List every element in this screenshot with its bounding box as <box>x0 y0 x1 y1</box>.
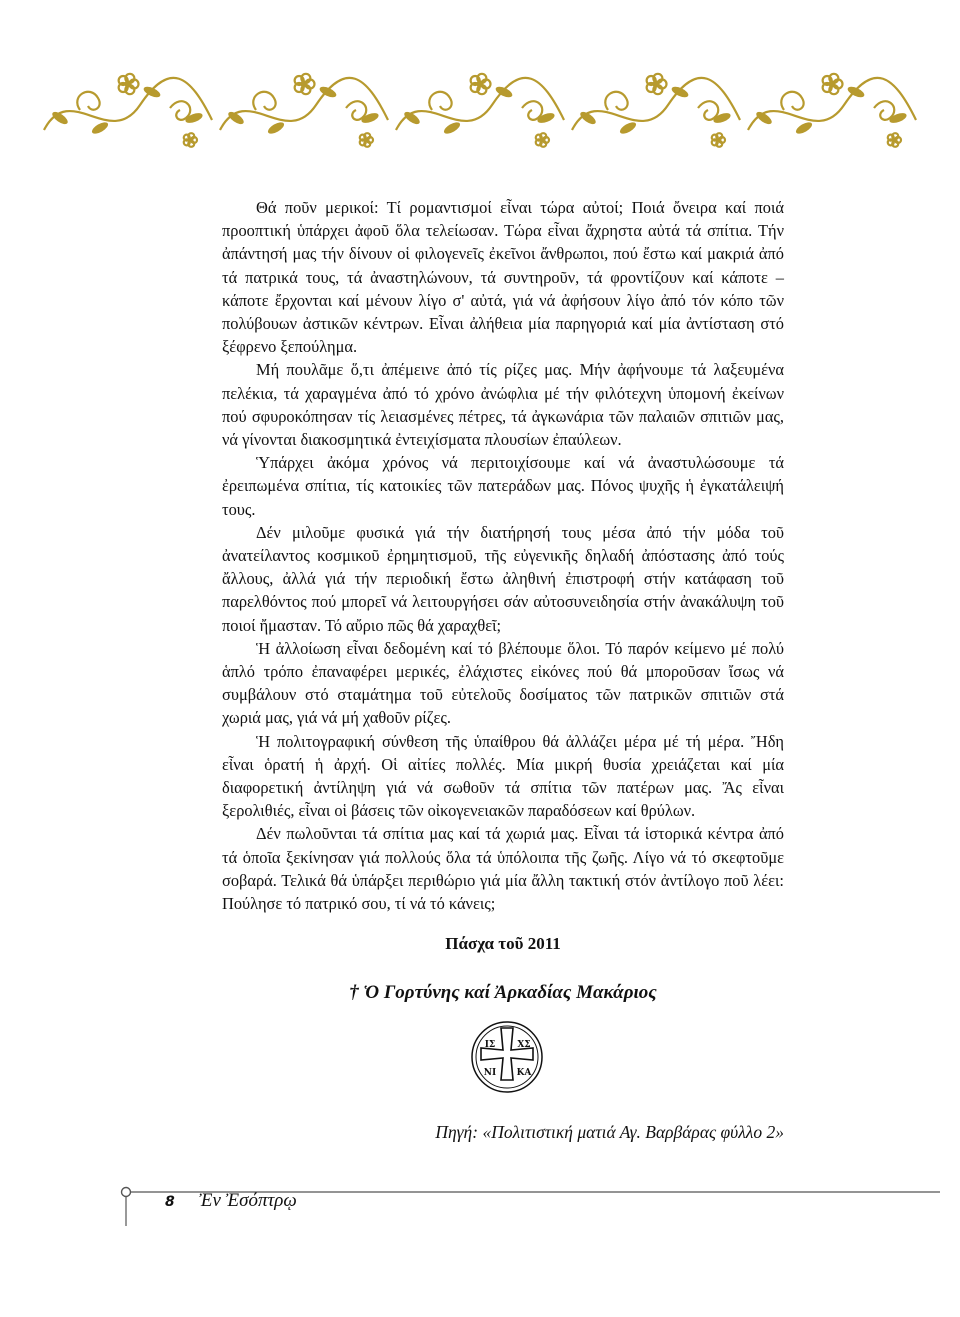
cross-seal-icon <box>470 1020 544 1094</box>
ornament-curl <box>874 101 894 120</box>
ornament-flower-center <box>478 82 483 87</box>
seal-letters-br: ΚΑ <box>516 1068 532 1078</box>
ornament-petal <box>892 133 898 139</box>
ornament-petal <box>716 133 722 139</box>
ornament-flower-center <box>654 82 659 87</box>
page-number: 8 <box>165 1194 175 1210</box>
seal-letters-tl: ΙΣ <box>484 1040 496 1050</box>
ornament-leaf <box>184 111 204 125</box>
ornament-flower-center <box>830 82 835 87</box>
ornament-curl <box>253 92 275 110</box>
ornament-leaf <box>794 120 814 136</box>
seal-letters-bl: ΝΙ <box>483 1068 497 1078</box>
ornament-curl <box>346 101 366 120</box>
ornament-curl <box>698 101 718 120</box>
article-body <box>222 196 784 915</box>
ornament-flower-center <box>302 82 307 87</box>
ornament-leaf <box>266 120 286 136</box>
ornament-leaf <box>618 120 638 136</box>
date-line: Πάσχα τοῦ 2011 <box>445 934 561 953</box>
ornament-curl <box>522 101 542 120</box>
ornament-leaf <box>888 111 908 125</box>
ornament-curl <box>77 92 99 110</box>
ornament-leaf <box>442 120 462 136</box>
ornament-curl <box>170 101 190 120</box>
ornament-petal <box>364 133 370 139</box>
paragraph-6: Ἡ πολιτογραφική σύνθεση τῆς ὑπαίθρου θά ἀλλάζει μέρα μέ τή μέρα. Ἤδη εἶναι ὁρατή ἡ ἀρχή. Οἱ αἰτίες πολλές. Μία μικρή θυσία χρειάζεται καί μία διαφορετική ἀντίληψη γιά νά σωθοῦν τά σπίτια τῶν πατέρων μας. Ἄς εἶναι ξερολιθιές, εἶναι οἱ βάσεις τῶν οἰκογενειακῶν παραδόσεων καί θρύλων. <box>222 731 784 821</box>
ornament-flower-center <box>126 82 131 87</box>
floral-header-ornament <box>40 60 920 170</box>
magazine-title: Ἐν Ἐσόπτρῳ <box>199 1190 297 1211</box>
source-citation: Πηγή: «Πολιτιστική ματιά Αγ. Βαρβάρας φύλλο 2» <box>435 1122 784 1142</box>
paragraph-3: Ὑπάρχει ἀκόμα χρόνος νά περιτοιχίσουμε καί νά ἀναστυλώσουμε τά ἐρειπωμένα σπίτια, τίς κατοικίες τῶν πατεράδων μας. Πόνος ψυχῆς ἡ ἐγκατάλειψή τους. <box>222 453 784 519</box>
paragraph-5: Ἡ ἀλλοίωση εἶναι δεδομένη καί τό βλέπουμε ὅλοι. Τό παρόν κείμενο μέ πολύ ἁπλό τρόπο ἐπαναφέρει μερικές, ἐλάχιστες εἰκόνες πού θά μποροῦσαν ἴσως νά συμβάλουν στό σταμάτημα τοῦ εὐτελοῦς δοσίματος τῶν πατρικῶν σπιτιῶν στά χωριά μας, γιά νά μή χαθοῦν ρίζες. <box>222 638 784 728</box>
paragraph-4: Δέν μιλοῦμε φυσικά γιά τήν διατήρησή τους μέσα ἀπό τήν μόδα τοῦ ἀνατείλαντος κοσμικοῦ ἐρημητισμοῦ, τῆς εὐγενικῆς δηλαδή ἀπόστασης ἀπό τούς ἄλλους, ἀλλά γιά τήν περιοδική ἔστω ἀληθινή ἐπιστροφή στήν κατάφαση τοῦ παρελθόντος πού μπορεῖ νά λειτουργήσει σάν αὐτοσυνειδησία στήν ἀνακάλυψη τοῦ ποιοί ἤμασταν. Τό αὔριο πῶς θά χαραχθεῖ; <box>222 522 784 635</box>
ornament-leaf <box>536 111 556 125</box>
ornament-curl <box>429 92 451 110</box>
ornament-curl <box>605 92 627 110</box>
ornament-leaf <box>712 111 732 125</box>
seal-letters-tr: ΧΣ <box>517 1040 531 1050</box>
bishop-signature: † Ὁ Γορτύνης καί Ἀρκαδίας Μακάριος <box>349 982 657 1003</box>
ornament-petal <box>540 133 546 139</box>
paragraph-1: Θά ποῦν μερικοί: Τί ρομαντισμοί εἶναι τώρα αὐτοί; Ποιά ὄνειρα καί ποιά προοπτική ὑπάρχει ἀφοῦ ὅλα τελείωσαν. Τώρα εἶναι ἄχρηστα αὐτά τά σπίτια. Τήν ἀπάντησή μας τήν δίνουν οἱ φιλογενεῖς ἐκεῖνοι ἄνθρωποι, πού ἔστω καί μακριά ἀπό τά πατρικά τους, τά ἀναστηλώνουν, τά συντηροῦν, τά φροντίζουν καί κάποτε – κάποτε ἔρχονται καί μένουν λίγο σ' αὐτά, γιά νά ἀφήσουν λίγο ἀπό τόν κόπο τῶν πολύβουων ἀστικῶν κέντρων. Εἶναι ἀλήθεια μία παρηγοριά καί μία ἀντίσταση στό ξέφρενο ξεπούλημα. <box>222 198 784 357</box>
ornament-curl <box>781 92 803 110</box>
ornament-leaf <box>360 111 380 125</box>
ornament-leaf <box>90 120 110 136</box>
paragraph-7: Δέν πωλοῦνται τά σπίτια μας καί τά χωριά μας. Εἶναι τά ἱστορικά κέντρα ἀπό τά ὁποῖα ξεκίνησαν γιά πολλούς ὅλα τά ὑπόλοιπα τῆς ζωῆς. Λίγο νά τό σκεφτοῦμε σοβαρά. Τελικά θά ὑπάρξει περιθώριο γιά μία ἄλλη τακτική στόν ἀντίλογο ποῦ λέει: Πούλησε τό πατρικό σου, τί νά τό κάνεις; <box>222 824 784 914</box>
ornament-petal <box>188 133 194 139</box>
paragraph-2: Μή πουλᾶμε ὅ,τι ἀπέμεινε ἀπό τίς ρίζες μας. Μήν ἀφήνουμε τά λαξευμένα πελέκια, τά χαραγμένα ἀπό τό χρόνο ἀνώφλια μέ τήν φιλότεχνη ὑπομονή ἐκείνων πού σφυροκόπησαν τίς λειασμένες πέτρες, τά ἀγκωνάρια τῶν παλαιῶν σπιτιῶν μας, νά γίνονται διακοσμητικά ἐντειχίσματα πλουσίων ἐπαύλεων. <box>222 360 784 450</box>
